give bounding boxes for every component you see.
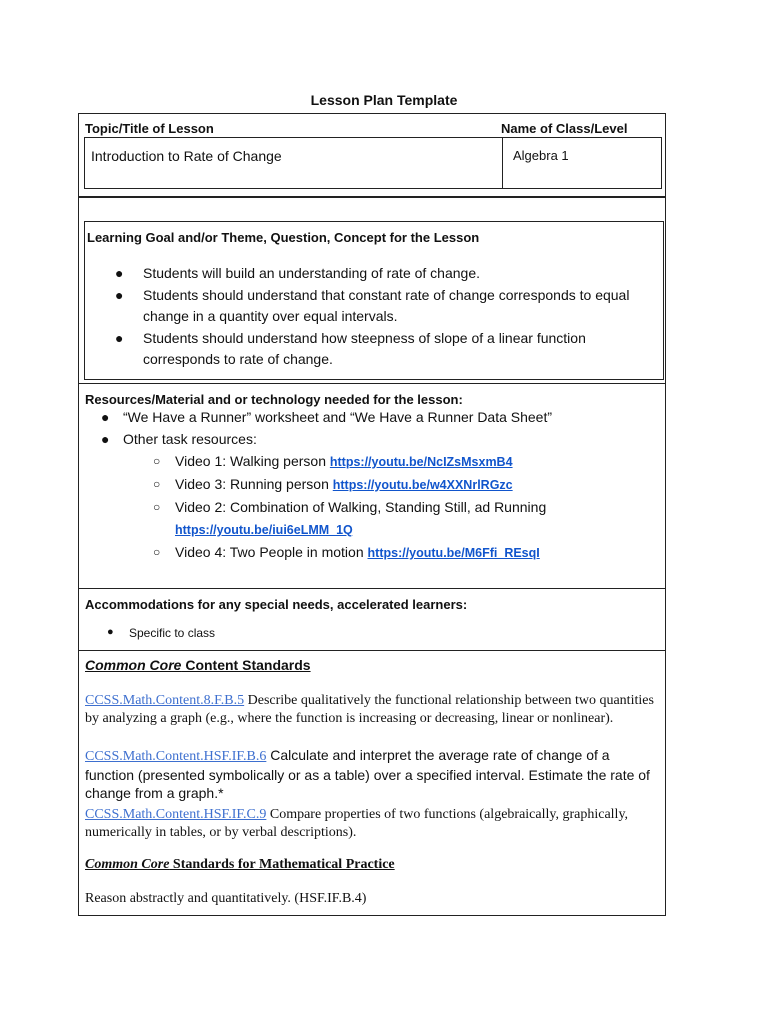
video-3-link[interactable]: https://youtu.be/w4XXNrlRGzc — [332, 478, 513, 492]
class-label: Name of Class/Level — [501, 121, 628, 136]
class-value: Algebra 1 — [513, 148, 569, 163]
resources-label: Resources/Material and or technology needed for the lesson: — [85, 392, 463, 407]
resources-list — [101, 406, 661, 450]
topic-section — [78, 113, 666, 198]
standard-8fb5-link[interactable]: CCSS.Math.Content.8.F.B.5 — [85, 693, 245, 708]
topic-label: Topic/Title of Lesson — [85, 121, 214, 136]
standards-heading: Common Core Content Standards — [85, 657, 311, 673]
learning-goal-section — [78, 196, 666, 384]
resources-section — [78, 383, 666, 589]
list-item: ● Specific to class — [107, 626, 216, 640]
standard-hsfifb6-link[interactable]: CCSS.Math.Content.HSF.IF.B.6 — [85, 749, 267, 764]
learning-goal-list — [115, 263, 635, 371]
standards-section — [78, 650, 666, 916]
standard-hsfifc9-link[interactable]: CCSS.Math.Content.HSF.IF.C.9 — [85, 807, 267, 822]
list-item: ○ Video 4: Two People in motion https://youtu.be/M6Ffi_REsqI — [153, 544, 540, 560]
list-item: ● Students should understand how steepness of slope of a linear function corresponds to rate of change. — [115, 330, 586, 367]
topic-value-box — [84, 137, 503, 189]
accommodations-list — [107, 626, 607, 640]
list-item: ○ Video 1: Walking person https://youtu.be/NcIZsMsxmB4 — [153, 453, 513, 469]
list-item: ● “We Have a Runner” worksheet and “We Have a Runner Data Sheet” — [101, 409, 553, 425]
topic-value: Introduction to Rate of Change — [91, 148, 282, 164]
standard-entry: CCSS.Math.Content.HSF.IF.B.6 Calculate and interpret the average rate of change of a function (presented symbolically or as a table) over a specified interval. Estimate the rate of change from a graph.* — [85, 747, 650, 801]
page-title: Lesson Plan Template — [310, 92, 458, 108]
video-4-link[interactable]: https://youtu.be/M6Ffi_REsqI — [367, 546, 540, 560]
learning-goal-label: Learning Goal and/or Theme, Question, Concept for the Lesson — [87, 230, 480, 245]
list-item: ○ Video 2: Combination of Walking, Standing Still, ad Running https://youtu.be/iui6eLMM_1Q — [153, 499, 547, 537]
learning-goal-box — [84, 221, 664, 380]
list-item: ● Students should understand that constant rate of change corresponds to equal change in a quantity over equal intervals. — [115, 287, 630, 324]
list-item: ○ Video 3: Running person https://youtu.be/w4XXNrlRGzc — [153, 476, 513, 492]
video-2-link[interactable]: https://youtu.be/iui6eLMM_1Q — [175, 523, 353, 537]
class-value-box — [502, 137, 662, 189]
standard-entry: CCSS.Math.Content.HSF.IF.C.9 Compare properties of two functions (algebraically, graphically, numerically in tables, or by verbal descriptions). — [85, 807, 629, 840]
accommodations-label: Accommodations for any special needs, accelerated learners: — [85, 597, 468, 612]
accommodations-section — [78, 588, 666, 651]
video-1-link[interactable]: https://youtu.be/NcIZsMsxmB4 — [329, 455, 513, 469]
practice-heading: Common Core Standards for Mathematical Practice — [85, 857, 395, 872]
standard-entry: CCSS.Math.Content.8.F.B.5 Describe qualitatively the functional relationship between two quantities by analyzing a graph (e.g., where the function is increasing or decreasing, linear or nonlinear). — [85, 693, 654, 726]
list-item: ● Other task resources: — [101, 431, 257, 447]
video-list — [153, 450, 613, 564]
list-item: ● Students will build an understanding of rate of change. — [115, 265, 481, 281]
practice-text: Reason abstractly and quantitatively. (HSF.IF.B.4) — [85, 891, 367, 906]
